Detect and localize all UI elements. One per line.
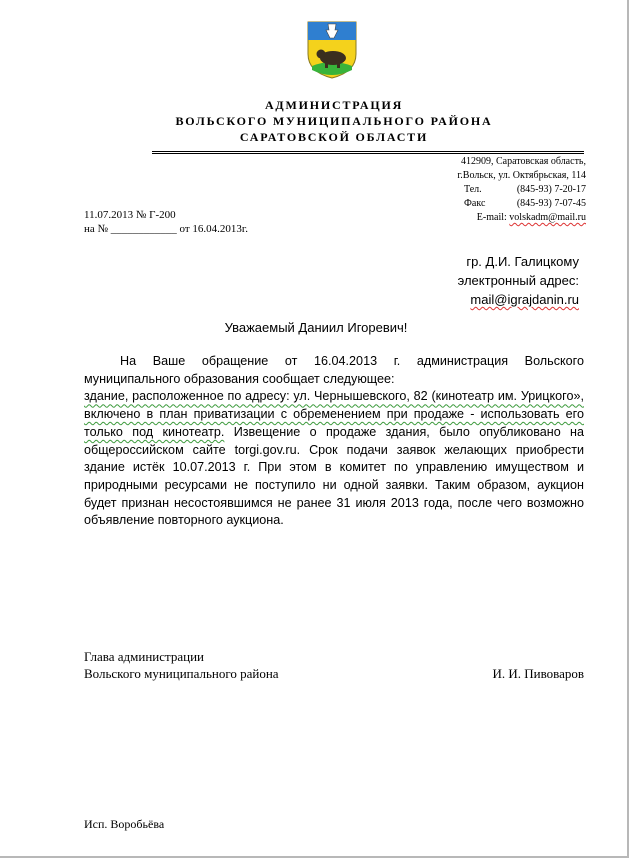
address-line-1: 412909, Саратовская область, xyxy=(460,156,586,167)
signatory-title-1: Глава администрации xyxy=(84,649,205,664)
org-name-line-1: АДМИНИСТРАЦИЯ xyxy=(264,98,404,112)
addressee-email-label: электронный адрес: xyxy=(457,273,579,288)
coat-of-arms-emblem xyxy=(304,18,360,80)
executor-note: Исп. Воробьёва xyxy=(84,817,165,831)
header-rule xyxy=(152,151,584,152)
phone-value: (845-93) 7-20-17 xyxy=(516,184,586,195)
signature-block xyxy=(84,648,584,682)
letter-body xyxy=(84,353,584,530)
reply-date: от 16.04.2013г. xyxy=(179,223,248,235)
signatory-name: И. И. Пивоваров xyxy=(492,666,584,681)
body-paragraph-1: На Ваше обращение от 16.04.2013 г. администрация Вольского муниципального образования сообщает следующее: xyxy=(84,354,584,386)
org-name-line-3: САРАТОВСКОЙ ОБЛАСТИ xyxy=(239,130,429,144)
signatory-title-2: Вольского муниципального района xyxy=(84,666,279,681)
email-row xyxy=(380,211,586,225)
body-paragraph-2 xyxy=(84,388,584,530)
document-date-number: 11.07.2013 № Г-200 xyxy=(84,209,176,221)
header-rule-secondary xyxy=(152,153,584,154)
body-paragraph-2-rest: Извещение о продаже здания, было опубликовано на общероссийском сайте torgi.gov.ru. Срок подачи заявок желающих приобрести здание истёк 10.07.2013 г. При этом в комитет по управлению имуществом и природными ресурсами не поступило ни одной заявки. Таким образом, аукцион будет признан несостоявшимся не ранее 31 июля 2013 года, после чего возможно объявление повторного аукциона. xyxy=(84,424,585,528)
address-line-2: г.Вольск, ул. Октябрьская, 114 xyxy=(457,170,586,181)
fax-label: Факс xyxy=(464,198,486,209)
fax-row xyxy=(380,197,586,211)
addressee-email-text: mail@igrajdanin.ru xyxy=(470,292,579,307)
reply-reference xyxy=(84,223,248,235)
fax-value: (845-93) 7-07-45 xyxy=(516,198,586,209)
addressee-block xyxy=(458,252,579,309)
reply-prefix: на № xyxy=(84,223,109,235)
addressee-name: гр. Д.И. Галицкому xyxy=(466,254,579,269)
phone-row xyxy=(380,183,586,197)
org-name-line-2: ВОЛЬСКОГО МУНИЦИПАЛЬНОГО РАЙОНА xyxy=(175,114,493,128)
contact-block xyxy=(380,155,586,225)
email-value[interactable]: volskadm@mail.ru xyxy=(509,212,586,223)
grammar-marked-text: здание, расположенное по адресу: ул. Чернышевского, 82 (кинотеатр им. Урицкого», включено в план приватизации с обременением при продаже - использовать его только под кинотеатр. xyxy=(84,389,584,439)
addressee-email[interactable] xyxy=(458,290,579,309)
phone-label: Тел. xyxy=(464,184,482,195)
reply-blank: ____________ xyxy=(110,223,177,235)
greeting: Уважаемый Даниил Игоревич! xyxy=(224,320,408,335)
email-label: E-mail: xyxy=(476,212,507,223)
